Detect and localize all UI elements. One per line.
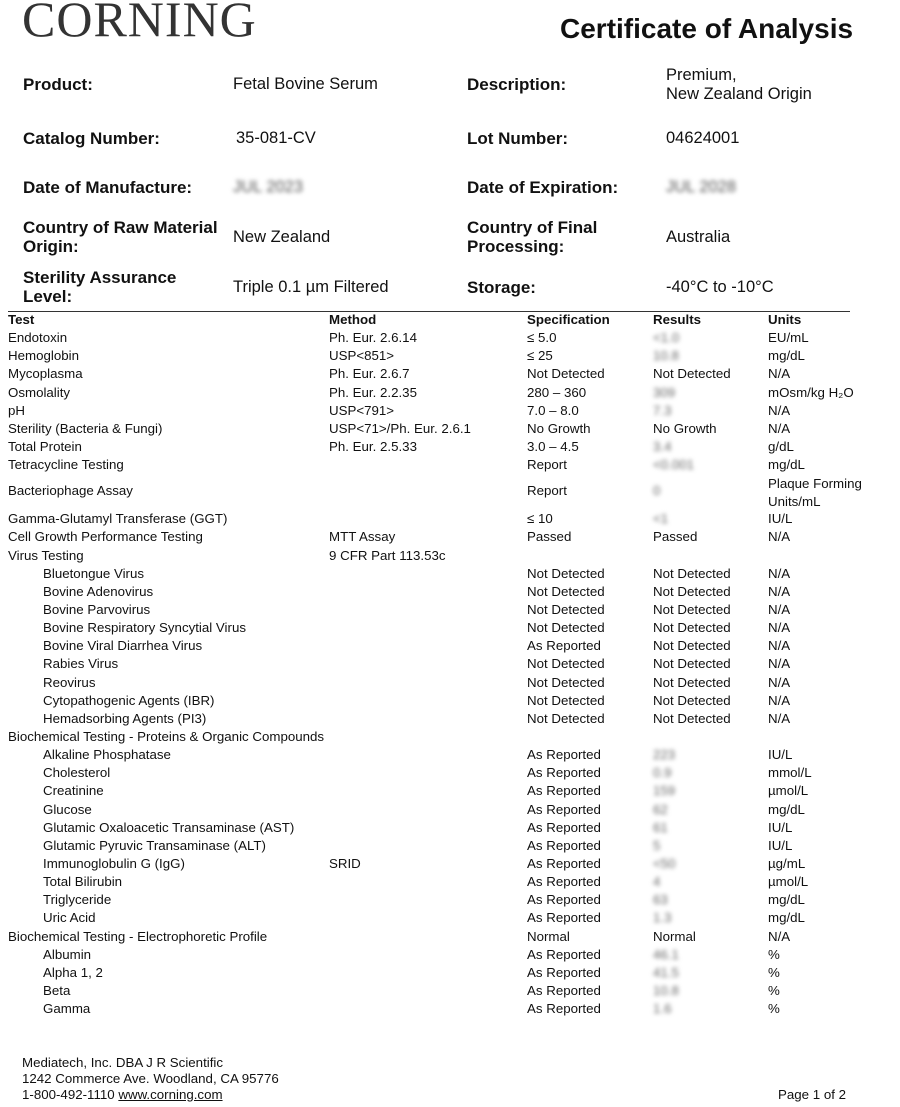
page-number: Page 1 of 2: [778, 1087, 847, 1102]
header-results: Results: [653, 312, 702, 327]
cell-results: Not Detected: [653, 674, 731, 690]
description-value-line2: New Zealand Origin: [666, 85, 812, 103]
cell-method: MTT Assay: [329, 529, 396, 545]
cell-test: Total Protein: [8, 438, 82, 454]
table-row: [0, 636, 900, 654]
cell-specification: As Reported: [527, 801, 601, 817]
header-method: Method: [329, 312, 377, 327]
catalog-number-value: 35-081-CV: [236, 129, 316, 147]
cell-test: Bacteriophage Assay: [8, 483, 133, 499]
cell-results: 10.8: [653, 982, 679, 998]
cell-specification: Not Detected: [527, 656, 605, 672]
final-processing-value: Australia: [666, 228, 731, 246]
cell-units: µmol/L: [768, 783, 809, 799]
table-row: [0, 945, 900, 963]
cell-test: Cytopathogenic Agents (IBR): [43, 692, 215, 708]
table-row: [0, 800, 900, 818]
table-row: [0, 727, 900, 745]
cell-results: 309: [653, 384, 676, 400]
cell-test: Rabies Virus: [43, 656, 119, 672]
cell-test: Bovine Adenovirus: [43, 583, 154, 599]
cell-units: mg/dL: [768, 457, 805, 473]
cell-specification: As Reported: [527, 964, 601, 980]
table-row: [0, 582, 900, 600]
contact-line: [22, 1087, 279, 1103]
cell-results: 223: [653, 747, 676, 763]
cell-specification: As Reported: [527, 638, 601, 654]
cell-specification: Normal: [527, 928, 570, 944]
cell-units: N/A: [768, 656, 791, 672]
table-row: [0, 927, 900, 945]
cell-test: Bovine Viral Diarrhea Virus: [43, 638, 203, 654]
manufacture-date-label: Date of Manufacture:: [23, 178, 193, 197]
corning-logo: CORNING: [22, 0, 257, 47]
cell-results: Not Detected: [653, 601, 731, 617]
table-row: [0, 618, 900, 636]
table-row: [0, 745, 900, 763]
cell-test: pH: [8, 402, 25, 418]
cell-test: Alkaline Phosphatase: [43, 747, 171, 763]
cell-test: Total Bilirubin: [43, 874, 123, 890]
cell-method: Ph. Eur. 2.2.35: [329, 384, 417, 400]
cell-test: Gamma-Glutamyl Transferase (GGT): [8, 511, 228, 527]
table-row: [0, 346, 900, 364]
cell-method: USP<791>: [329, 402, 395, 418]
cell-units: N/A: [768, 601, 791, 617]
cell-results: 46.1: [653, 946, 679, 962]
table-row: [0, 401, 900, 419]
cell-specification: 3.0 – 4.5: [527, 438, 579, 454]
table-row: [0, 455, 900, 473]
cell-specification: Not Detected: [527, 583, 605, 599]
cell-results: 5: [653, 837, 661, 853]
cell-test: Bovine Parvovirus: [43, 601, 151, 617]
cell-units: mg/dL: [768, 348, 805, 364]
cell-method: Ph. Eur. 2.5.33: [329, 438, 417, 454]
cell-units: N/A: [768, 420, 791, 436]
cell-test: Tetracycline Testing: [8, 457, 124, 473]
manufacture-date-value: JUL 2023: [233, 178, 304, 196]
cell-results: <1: [653, 511, 669, 527]
cell-test: Bovine Respiratory Syncytial Virus: [43, 620, 246, 636]
cell-specification: Report: [527, 457, 567, 473]
table-row: [0, 854, 900, 872]
table-row: [0, 872, 900, 890]
cell-specification: As Reported: [527, 1001, 601, 1017]
cell-results: 7.3: [653, 402, 672, 418]
cell-results: Not Detected: [653, 366, 731, 382]
cell-method: USP<851>: [329, 348, 395, 364]
catalog-number-label: Catalog Number:: [23, 129, 160, 148]
cell-test: Creatinine: [43, 783, 104, 799]
document-title: Certificate of Analysis: [560, 13, 854, 44]
table-row: [0, 818, 900, 836]
cell-specification: Not Detected: [527, 674, 605, 690]
cell-results: 0.9: [653, 765, 672, 781]
cell-test: Bluetongue Virus: [43, 565, 145, 581]
cell-results: 159: [653, 783, 676, 799]
cell-test: Hemadsorbing Agents (PI3): [43, 710, 207, 726]
table-row: [0, 963, 900, 981]
cell-units: N/A: [768, 674, 791, 690]
cell-results: Normal: [653, 928, 696, 944]
cell-test: Albumin: [43, 946, 92, 962]
table-row: [0, 908, 900, 926]
final-processing-label-line1: Country of Final: [467, 218, 598, 237]
cell-specification: As Reported: [527, 892, 601, 908]
cell-specification: 7.0 – 8.0: [527, 402, 579, 418]
lot-number-value: 04624001: [666, 129, 740, 147]
cell-specification: As Reported: [527, 874, 601, 890]
cell-units: mg/dL: [768, 801, 805, 817]
table-row: [0, 654, 900, 672]
cell-units: mmol/L: [768, 765, 812, 781]
cell-specification: Not Detected: [527, 366, 605, 382]
cell-specification: As Reported: [527, 946, 601, 962]
cell-units: N/A: [768, 366, 791, 382]
cell-test: Hemoglobin: [8, 348, 79, 364]
cell-specification: As Reported: [527, 747, 601, 763]
cell-results: 62: [653, 801, 668, 817]
phone-number: 1-800-492-1110: [22, 1087, 115, 1102]
cell-method: USP<71>/Ph. Eur. 2.6.1: [329, 420, 471, 436]
storage-label: Storage:: [467, 278, 536, 297]
cell-units: N/A: [768, 529, 791, 545]
cell-test: Reovirus: [43, 674, 96, 690]
cell-results: 41.5: [653, 964, 679, 980]
header-test: Test: [8, 312, 35, 327]
cell-specification: Not Detected: [527, 565, 605, 581]
cell-units: mg/dL: [768, 910, 805, 926]
header-specification: Specification: [527, 312, 610, 327]
company-address: 1242 Commerce Ave. Woodland, CA 95776: [22, 1071, 279, 1086]
cell-results: 1.6: [653, 1001, 672, 1017]
cell-specification: As Reported: [527, 819, 601, 835]
cell-specification: ≤ 25: [527, 348, 553, 364]
cell-results: Not Detected: [653, 583, 731, 599]
cell-units: N/A: [768, 638, 791, 654]
cell-units: %: [768, 946, 780, 962]
cell-results: Not Detected: [653, 620, 731, 636]
cell-specification: As Reported: [527, 855, 601, 871]
cell-results: 1.3: [653, 910, 672, 926]
cell-specification: 280 – 360: [527, 384, 587, 400]
cell-units: %: [768, 982, 780, 998]
cell-specification: As Reported: [527, 783, 601, 799]
cell-units: %: [768, 1001, 780, 1017]
cell-units: %: [768, 964, 780, 980]
cell-test: Gamma: [43, 1001, 91, 1017]
cell-units: N/A: [768, 565, 791, 581]
cell-test: Biochemical Testing - Electrophoretic Profile: [8, 928, 268, 944]
cell-method: Ph. Eur. 2.6.7: [329, 366, 410, 382]
cell-results: 63: [653, 892, 668, 908]
product-label: Product:: [23, 75, 93, 94]
cell-units: IU/L: [768, 511, 793, 527]
cell-test: Osmolality: [8, 384, 71, 400]
cell-test: Glutamic Oxaloacetic Transaminase (AST): [43, 819, 295, 835]
cell-results: Not Detected: [653, 692, 731, 708]
cell-units: N/A: [768, 928, 791, 944]
cell-test: Biochemical Testing - Proteins & Organic Compounds: [8, 728, 325, 744]
cell-results: <1.0: [653, 330, 680, 346]
cell-results: 10.8: [653, 348, 679, 364]
cell-method: SRID: [329, 855, 361, 871]
cell-results: 61: [653, 819, 668, 835]
cell-specification: As Reported: [527, 982, 601, 998]
cell-test: Immunoglobulin G (IgG): [43, 855, 185, 871]
cell-test: Virus Testing: [8, 547, 84, 563]
table-row: [0, 383, 900, 401]
cell-test: Sterility (Bacteria & Fungi): [8, 420, 163, 436]
results-table: [0, 310, 900, 1017]
cell-test: Cholesterol: [43, 765, 111, 781]
table-row: [0, 437, 900, 455]
cell-units: g/dL: [768, 438, 794, 454]
table-row: [0, 673, 900, 691]
cell-results: Not Detected: [653, 638, 731, 654]
cell-units: N/A: [768, 402, 791, 418]
cell-units: mg/dL: [768, 892, 805, 908]
cell-units: EU/mL: [768, 330, 809, 346]
website-link[interactable]: www.corning.com: [118, 1087, 223, 1102]
sterility-assurance-label-line2: Level:: [23, 287, 73, 306]
table-row: [0, 509, 900, 527]
cell-test: Beta: [43, 982, 71, 998]
product-value: Fetal Bovine Serum: [233, 75, 378, 93]
cell-test: Cell Growth Performance Testing: [8, 529, 203, 545]
cell-units: µg/mL: [768, 855, 806, 871]
cell-results: 4: [653, 874, 661, 890]
cell-units: IU/L: [768, 819, 793, 835]
raw-material-origin-label-line1: Country of Raw Material: [23, 218, 218, 237]
table-row: [0, 836, 900, 854]
cell-units: IU/L: [768, 747, 793, 763]
cell-results: No Growth: [653, 420, 717, 436]
table-row: [0, 527, 900, 545]
cell-specification: As Reported: [527, 837, 601, 853]
cell-specification: Passed: [527, 529, 572, 545]
cell-results: 0: [653, 483, 661, 499]
description-value-line1: Premium,: [666, 66, 737, 84]
cell-units: Plaque Forming Units/mL: [768, 476, 862, 510]
table-row: [0, 999, 900, 1017]
cell-results: Not Detected: [653, 565, 731, 581]
cell-results: <50: [653, 855, 676, 871]
cell-units: N/A: [768, 620, 791, 636]
description-label: Description:: [467, 75, 567, 94]
cell-specification: As Reported: [527, 910, 601, 926]
cell-results: <0.001: [653, 457, 695, 473]
table-row: [0, 781, 900, 799]
table-row: [0, 364, 900, 382]
cell-specification: ≤ 10: [527, 511, 553, 527]
table-row: [0, 419, 900, 437]
cell-method: Ph. Eur. 2.6.14: [329, 330, 417, 346]
cell-units: N/A: [768, 583, 791, 599]
cell-test: Uric Acid: [43, 910, 96, 926]
cell-results: Passed: [653, 529, 698, 545]
lot-number-label: Lot Number:: [467, 129, 569, 148]
final-processing-label-line2: Processing:: [467, 237, 565, 256]
cell-specification: As Reported: [527, 765, 601, 781]
cell-results: Not Detected: [653, 656, 731, 672]
table-row: [0, 328, 900, 346]
table-row: [0, 546, 900, 564]
cell-test: Alpha 1, 2: [43, 964, 103, 980]
cell-specification: Not Detected: [527, 692, 605, 708]
cell-specification: No Growth: [527, 420, 591, 436]
table-row: [0, 763, 900, 781]
sterility-assurance-label-line1: Sterility Assurance: [23, 268, 177, 287]
cell-specification: Not Detected: [527, 620, 605, 636]
expiration-date-label: Date of Expiration:: [467, 178, 619, 197]
table-row: [0, 981, 900, 999]
company-name: Mediatech, Inc. DBA J R Scientific: [22, 1055, 224, 1070]
cell-results: Not Detected: [653, 710, 731, 726]
raw-material-origin-value: New Zealand: [233, 228, 331, 246]
cell-method: 9 CFR Part 113.53c: [329, 547, 446, 563]
table-row: [0, 691, 900, 709]
cell-specification: ≤ 5.0: [527, 330, 557, 346]
cell-test: Endotoxin: [8, 330, 68, 346]
cell-units: mOsm/kg H₂O: [768, 384, 854, 400]
cell-units: IU/L: [768, 837, 793, 853]
header-units: Units: [768, 312, 802, 327]
cell-units: N/A: [768, 710, 791, 726]
table-row: [0, 473, 900, 509]
cell-units: µmol/L: [768, 874, 809, 890]
raw-material-origin-label-line2: Origin:: [23, 237, 79, 256]
table-row: [0, 890, 900, 908]
table-header-row: [0, 310, 900, 328]
sterility-assurance-value: Triple 0.1 µm Filtered: [233, 278, 389, 296]
cell-specification: Not Detected: [527, 710, 605, 726]
cell-test: Glutamic Pyruvic Transaminase (ALT): [43, 837, 266, 853]
cell-test: Triglyceride: [43, 892, 112, 908]
cell-specification: Not Detected: [527, 601, 605, 617]
cell-specification: Report: [527, 483, 567, 499]
footer: [22, 1055, 279, 1103]
cell-test: Glucose: [43, 801, 92, 817]
cell-units: N/A: [768, 692, 791, 708]
expiration-date-value: JUL 2028: [666, 178, 737, 196]
storage-value: -40°C to -10°C: [666, 278, 774, 296]
table-row: [0, 600, 900, 618]
table-row: [0, 709, 900, 727]
cell-results: 3.4: [653, 438, 672, 454]
table-row: [0, 564, 900, 582]
cell-test: Mycoplasma: [8, 366, 83, 382]
